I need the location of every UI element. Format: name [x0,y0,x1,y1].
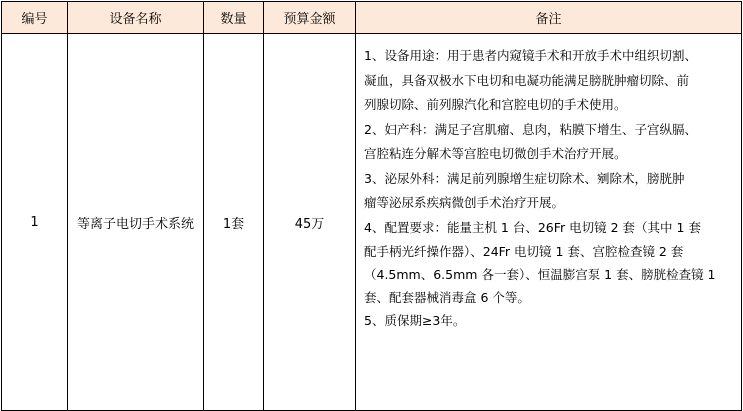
cell-budget: 45万 [264,34,356,411]
cell-number: 1 [2,34,68,411]
cell-quantity: 1套 [204,34,264,411]
note-line: 2、妇产科：满足子宫肌瘤、息肉，粘膜下增生、子宫纵膈、 [364,121,697,137]
note-line: 1、设备用途：用于患者内窥镜手术和开放手术中组织切割、 [364,48,697,63]
equipment-budget-table [1,1,742,411]
header-quantity: 数量 [204,2,264,34]
note-line: 5、质保期≥3年。 [364,313,466,328]
note-line: 瘤等泌尿系疾病微创手术治疗开展。 [364,195,565,210]
header-notes: 备注 [356,2,742,34]
note-line: 列腺切除、前列腺汽化和宫腔电切的手术使用。 [364,97,627,112]
note-line: 4、配置要求：能量主机 1 台、26Fr 电切镜 2 套（其中 1 套 [364,219,701,235]
header-row [2,2,742,34]
note-line: 套、配套器械消毒盒 6 个等。 [364,290,530,305]
note-line: 宫腔粘连分解术等宫腔电切微创手术治疗开展。 [364,146,627,161]
note-line: （4.5mm、6.5mm 各一套）、恒温膨宫泵 1 套、膀胱检查镜 1 [364,267,716,282]
cell-notes [356,34,742,411]
note-line: 3、泌尿外科：满足前列腺增生症切除术、剜除术，膀胱肿 [364,170,685,186]
header-budget: 预算金额 [264,2,356,34]
header-number: 编号 [2,2,68,34]
note-line: 配手柄光纤操作器）、24Fr 电切镜 1 套、宫腔检查镜 2 套 [364,244,684,259]
header-device-name: 设备名称 [68,2,204,34]
note-line: 凝血，具备双极水下电切和电凝功能满足膀胱肿瘤切除、前 [364,72,690,88]
cell-device-name: 等离子电切手术系统 [68,34,204,411]
table-row [2,34,742,411]
